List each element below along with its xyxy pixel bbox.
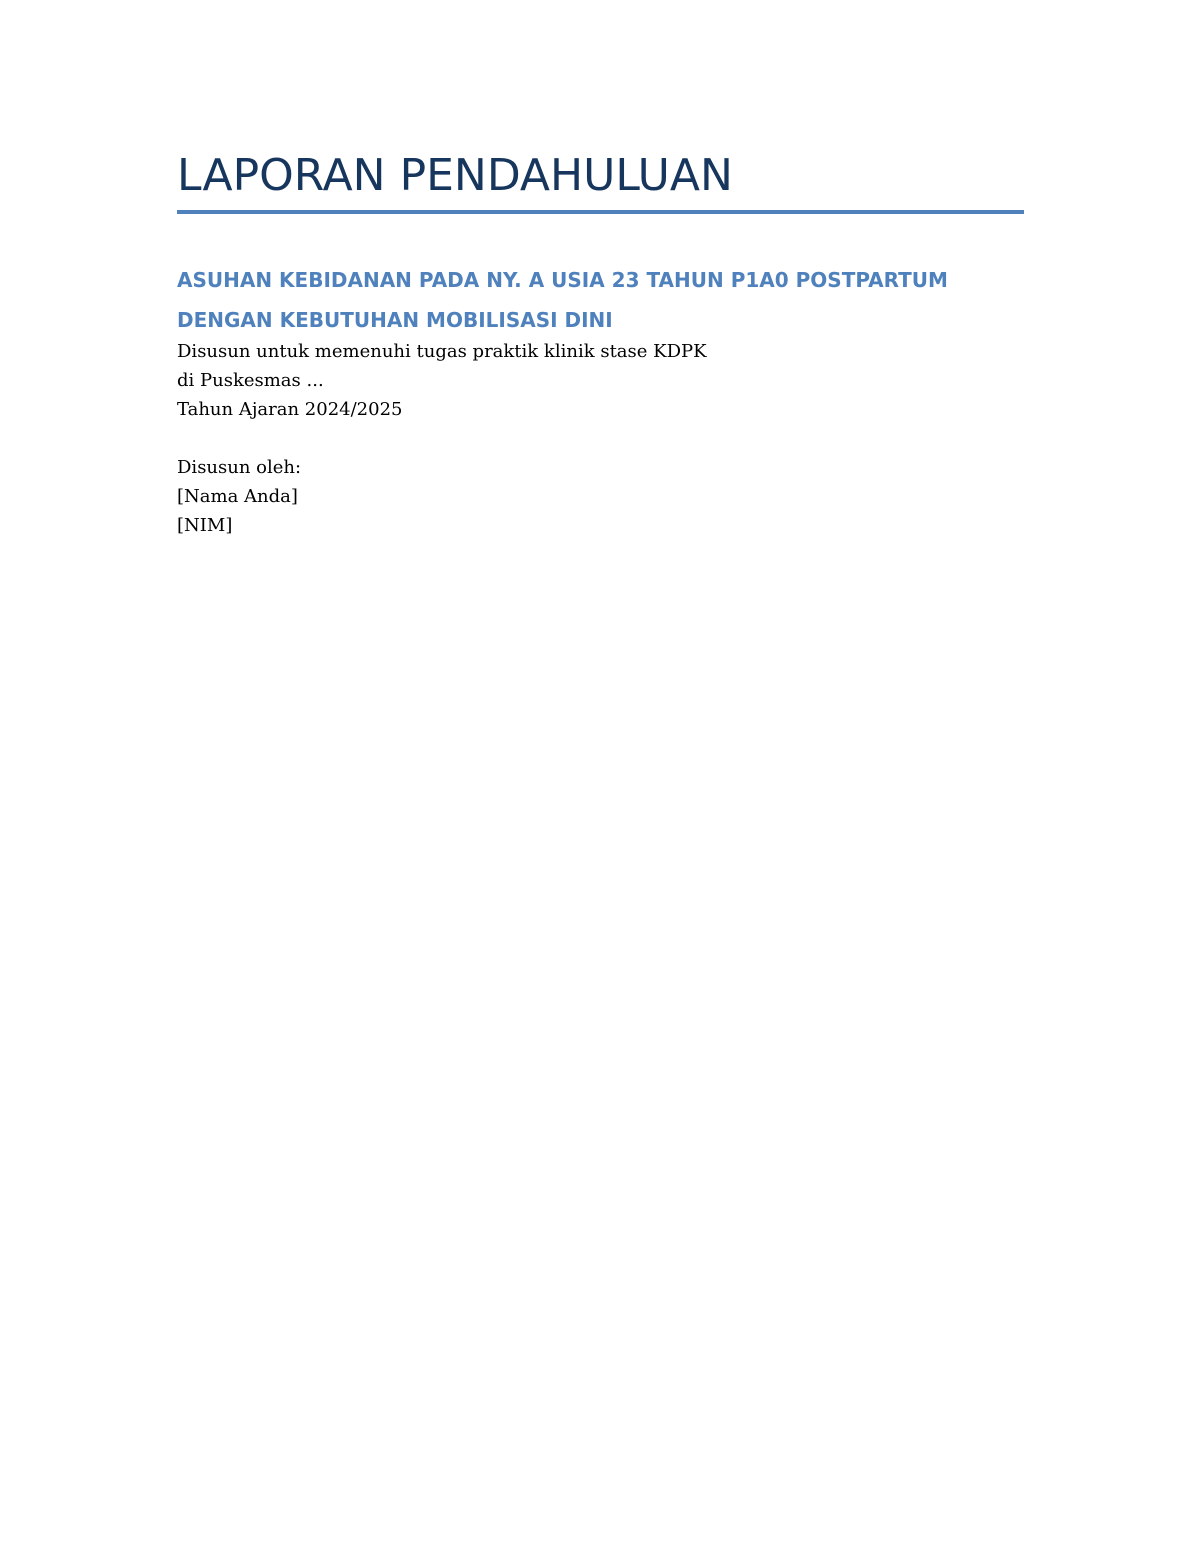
subtitle-line-1: ASUHAN KEBIDANAN PADA NY. A USIA 23 TAHUN P1A0 POSTPARTUM [177,268,948,292]
author-label: Disusun oleh: [177,457,302,478]
blank-line [177,424,977,453]
document-title: LAPORAN PENDAHULUAN [177,150,733,201]
document-subtitle [177,260,1057,340]
title-underline [177,210,1024,214]
author-id: [NIM] [177,515,233,536]
academic-year-text: Tahun Ajaran 2024/2025 [177,399,403,420]
document-body [177,337,977,540]
subtitle-line-2: DENGAN KEBUTUHAN MOBILISASI DINI [177,308,613,332]
location-text: di Puskesmas ... [177,370,324,391]
author-name: [Nama Anda] [177,486,298,507]
purpose-text: Disusun untuk memenuhi tugas praktik klinik stase KDPK [177,341,707,362]
